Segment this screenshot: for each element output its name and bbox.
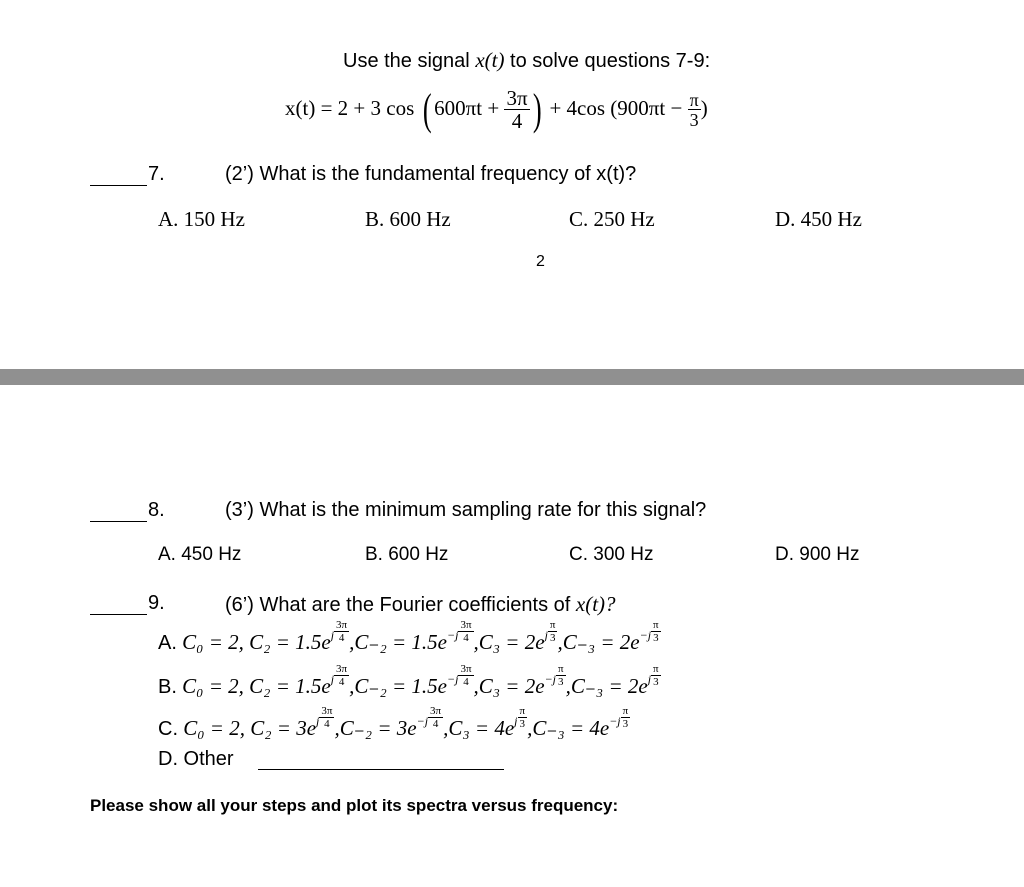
q9-b-cm3-exp-num: π — [653, 663, 659, 675]
q9-b-cm3: ,C₋₃ = 2e — [565, 674, 648, 698]
q9-a-c2-exp-num: 3π — [336, 619, 348, 631]
term1-frac-numerator: 3π — [506, 86, 528, 111]
q9-c-cm3-exp-num: π — [622, 705, 629, 717]
q9-b-c3-exp — [544, 663, 566, 688]
q9-b-c2-exp-num: 3π — [336, 663, 348, 675]
q9-c-c2: C₂ = 3e — [250, 716, 317, 740]
q9-c-cm3-exp — [609, 705, 630, 730]
q9-b-c3-exp-num: π — [558, 663, 564, 675]
question-number-q7: 7. — [148, 163, 165, 185]
q9-b-c0: C₀ = 2, — [182, 674, 244, 698]
page-number: 2 — [536, 253, 545, 270]
question-prompt-q9 — [225, 592, 616, 617]
q9-option-a-label: A. — [158, 632, 177, 654]
q9-a-cm2-exp — [447, 619, 474, 644]
q9-b-c2-exp-den: 4 — [334, 675, 349, 688]
equation-middle: + 4cos (900πt − — [549, 96, 683, 120]
q8-option-b[interactable]: B. 600 Hz — [365, 544, 449, 565]
q9-prompt-prefix: (6’) What are the Fourier coefficients of — [225, 594, 571, 616]
q9-b-c2-exp — [330, 663, 349, 688]
q9-c-c3-exp — [514, 705, 527, 730]
q9-a-c3: ,C₃ = 2e — [473, 630, 545, 654]
q9-b-cm3-exp — [647, 663, 661, 688]
answer-blank-q8[interactable] — [90, 521, 147, 522]
q9-option-c-label: C. — [158, 718, 178, 740]
term2-phase-fraction — [688, 91, 701, 129]
term1-frac-denominator: 4 — [504, 109, 529, 132]
q9-b-cm3-exp-den: 3 — [651, 675, 661, 688]
term2-frac-numerator: π — [689, 90, 699, 111]
q9-c-c3-exp-j: j — [514, 714, 518, 728]
term2-frac-denominator: 3 — [688, 109, 701, 129]
q9-a-cm2-exp-den: 4 — [458, 631, 473, 644]
equation-lhs: x(t) = 2 + 3 cos — [285, 96, 415, 120]
q9-option-d-other-input[interactable] — [258, 769, 504, 770]
answer-blank-q9[interactable] — [90, 614, 147, 615]
q9-b-cm2-exp-num: 3π — [460, 663, 472, 675]
q9-c-cm3: ,C₋₃ = 4e — [527, 716, 610, 740]
q9-c-cm2: ,C₋₂ = 3e — [334, 716, 417, 740]
q9-b-c3-exp-den: 3 — [556, 675, 566, 688]
answer-blank-q7[interactable] — [90, 185, 147, 186]
q9-c-cm2-exp — [416, 705, 444, 730]
q9-a-c3-exp-num: π — [549, 619, 556, 631]
q9-a-c2-exp-j: j — [330, 628, 335, 642]
term1-phase-fraction — [504, 88, 529, 132]
q9-option-d-label: D. Other — [158, 748, 234, 770]
q7-option-c[interactable]: C. 250 Hz — [569, 207, 655, 231]
signal-equation — [285, 85, 708, 135]
q9-b-c2: C₂ = 1.5e — [249, 674, 331, 698]
intro-suffix: to solve questions 7-9: — [510, 50, 711, 72]
q9-a-cm3-exp-den: 3 — [651, 631, 661, 644]
equation-close: ) — [700, 96, 708, 120]
intro-signal-name: x(t) — [475, 48, 505, 72]
q9-c-cm2-exp-den: 4 — [428, 717, 443, 730]
q9-c-c3-exp-den: 3 — [518, 717, 528, 730]
question-number-q9: 9. — [148, 592, 165, 614]
q9-c-c2-exp-den: 4 — [319, 717, 334, 730]
q9-b-c3-exp-j: −j — [544, 672, 556, 686]
q9-a-cm2-exp-num: 3π — [460, 619, 472, 631]
q9-b-cm2-exp-j: −j — [447, 672, 459, 686]
q7-option-a[interactable]: A. 150 Hz — [158, 207, 245, 231]
q7-option-b[interactable]: B. 600 Hz — [365, 207, 451, 231]
q7-option-d[interactable]: D. 450 Hz — [775, 207, 862, 231]
q9-a-cm3: ,C₋₃ = 2e — [557, 630, 640, 654]
footer-instruction: Please show all your steps and plot its spectra versus frequency: — [90, 796, 619, 815]
q9-b-cm2-exp-den: 4 — [458, 675, 473, 688]
question-number-q8: 8. — [148, 499, 165, 521]
q9-a-c2-exp-den: 4 — [334, 631, 349, 644]
q8-option-a[interactable]: A. 450 Hz — [158, 544, 242, 565]
q9-a-c0: C₀ = 2, — [182, 630, 244, 654]
q8-option-d[interactable]: D. 900 Hz — [775, 544, 860, 565]
q9-a-c3-exp-j: j — [544, 628, 548, 642]
page-separator — [0, 369, 1024, 385]
q9-c-c3-exp-num: π — [519, 705, 526, 717]
q9-c-c3: ,C₃ = 4e — [443, 716, 515, 740]
q9-c-c2-exp-num: 3π — [321, 705, 333, 717]
q9-a-cm3-exp-j: −j — [639, 628, 652, 642]
q9-c-c2-exp-j: j — [316, 714, 320, 728]
q9-a-c3-exp-den: 3 — [548, 631, 558, 644]
q9-option-b-label: B. — [158, 676, 177, 698]
q9-c-cm2-exp-j: −j — [416, 714, 429, 728]
q9-a-cm2: ,C₋₂ = 1.5e — [349, 630, 447, 654]
q9-a-cm3-exp-num: π — [653, 619, 659, 631]
q9-c-cm2-exp-num: 3π — [430, 705, 442, 717]
q9-b-cm3-exp-j: j — [647, 672, 652, 686]
question-prompt-q8: (3’) What is the minimum sampling rate for this signal? — [225, 499, 707, 521]
intro-text: Use the signal — [343, 50, 470, 72]
q9-b-cm2: ,C₋₂ = 1.5e — [349, 674, 447, 698]
open-paren: ( — [422, 85, 432, 135]
equation-term1-arg: 600πt + — [434, 96, 500, 120]
q9-b-c3: ,C₃ = 2e — [473, 674, 545, 698]
q9-a-c2-exp — [330, 619, 349, 644]
question-prompt-q7: (2’) What is the fundamental frequency of x(t)? — [225, 163, 637, 185]
close-paren: ) — [532, 85, 542, 135]
q9-a-cm2-exp-j: −j — [447, 628, 459, 642]
q9-a-cm3-exp — [639, 619, 661, 644]
q9-c-cm3-exp-j: −j — [609, 714, 621, 728]
q9-c-cm3-exp-den: 3 — [621, 717, 631, 730]
q9-c-c0: C₀ = 2, — [183, 716, 245, 740]
q9-a-c3-exp — [544, 619, 558, 644]
q9-prompt-var: x(t)? — [575, 592, 616, 616]
q9-b-cm2-exp — [447, 663, 474, 688]
q8-option-c[interactable]: C. 300 Hz — [569, 544, 654, 565]
q9-a-c2: C₂ = 1.5e — [249, 630, 331, 654]
q9-b-c2-exp-j: j — [330, 672, 335, 686]
q9-c-c2-exp — [316, 705, 334, 730]
intro-line — [343, 48, 710, 73]
